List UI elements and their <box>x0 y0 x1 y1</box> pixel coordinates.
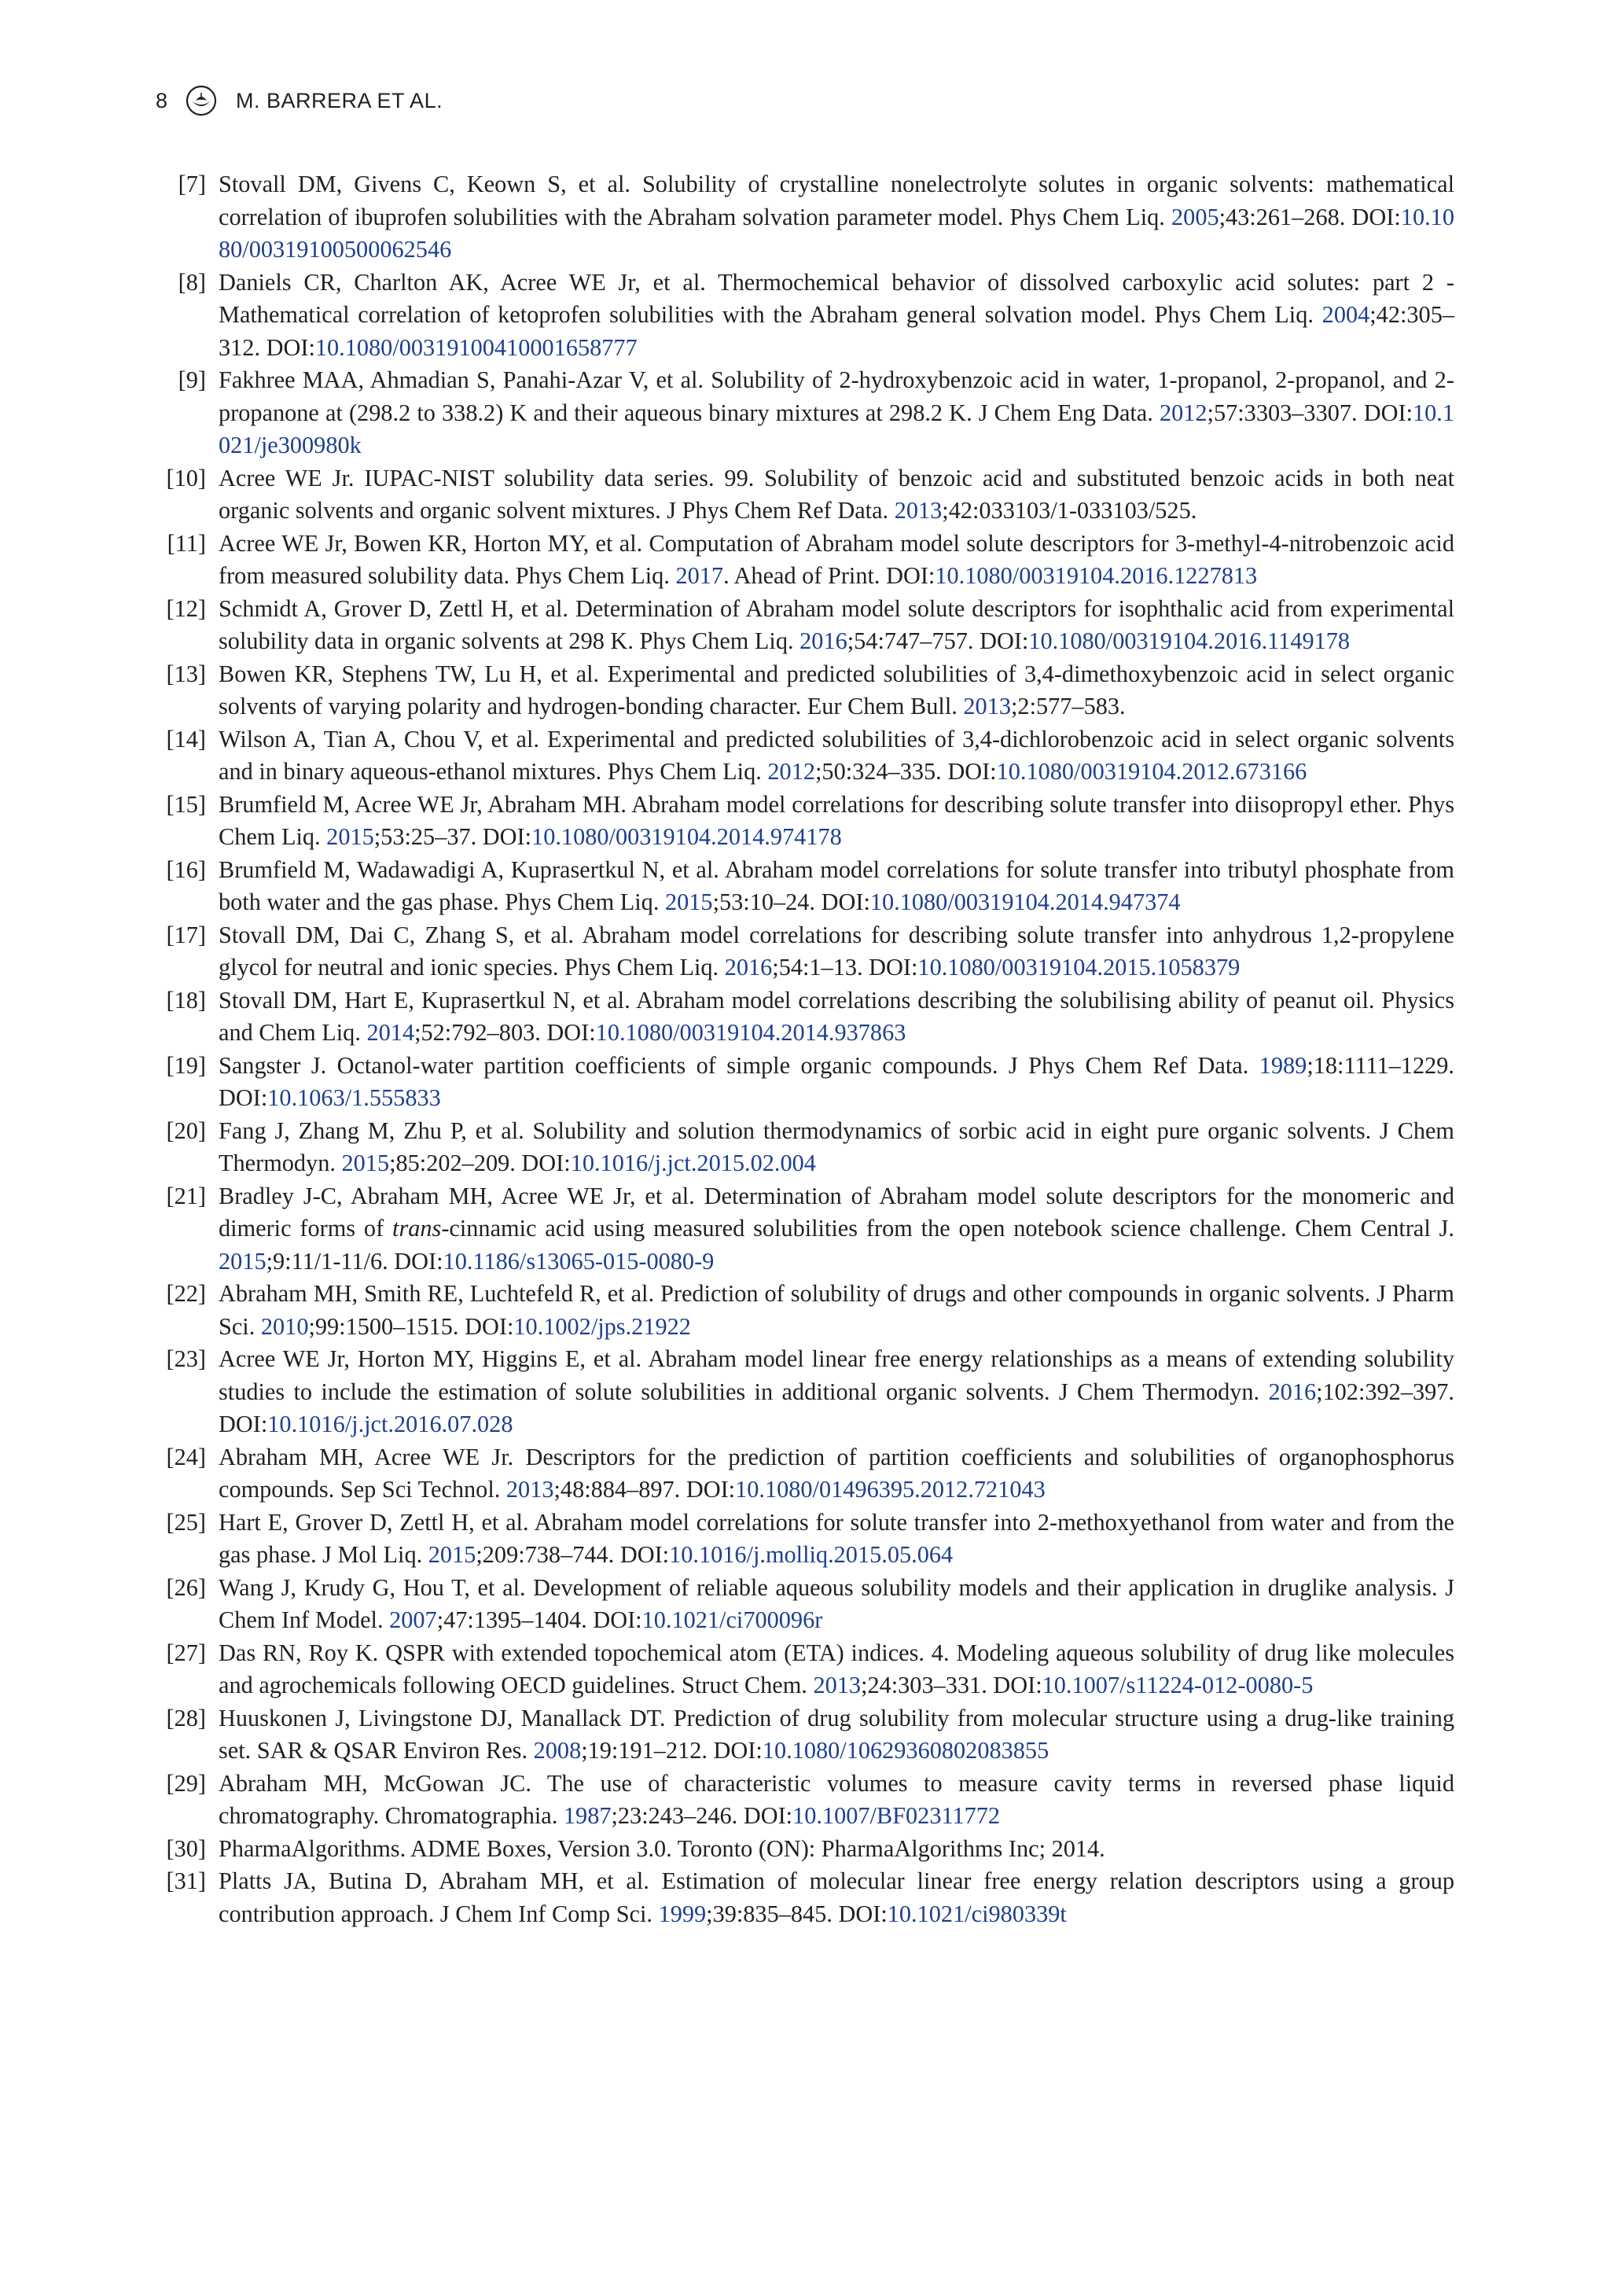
reference-year-link[interactable]: 2015 <box>428 1541 476 1568</box>
reference-volume-pages: ;209:738–744. <box>476 1541 620 1568</box>
reference-year-link[interactable]: 2016 <box>799 627 847 654</box>
reference-citation: Abraham MH, Smith RE, Luchtefeld R, et al. Prediction of solubility of drugs and other compounds in organic solvents. J Pharm Sci. <box>219 1280 1454 1340</box>
doi-label: DOI: <box>521 1150 571 1176</box>
reference-item <box>156 1637 1454 1702</box>
reference-number: [16] <box>166 855 206 883</box>
reference-text <box>219 1768 1454 1833</box>
reference-citation: Hart E, Grover D, Zettl H, et al. Abraham model correlations for solute transfer into 2-methoxyethanol from water and from the gas phase. J Mol Liq. <box>219 1508 1454 1568</box>
reference-year-link[interactable]: 2008 <box>533 1737 582 1764</box>
doi-label: DOI: <box>980 627 1029 654</box>
reference-year-link[interactable]: 2012 <box>1159 399 1208 426</box>
reference-text <box>219 1572 1454 1637</box>
reference-item <box>156 528 1454 593</box>
doi-link[interactable]: 10.1080/00319104.2014.937863 <box>595 1019 906 1046</box>
reference-citation: Stovall DM, Hart E, Kuprasertkul N, et al. Abraham model correlations describing the solubilising ability of peanut oil. Physics and Chem Liq. <box>219 986 1454 1046</box>
reference-citation: Bradley J-C, Abraham MH, Acree WE Jr, et al. Determination of Abraham model solute descriptors for the monomeric and dimeric forms of <box>219 1182 1454 1242</box>
reference-year-link[interactable]: 1989 <box>1259 1051 1307 1079</box>
reference-item <box>156 1572 1454 1637</box>
reference-text <box>219 462 1454 528</box>
reference-volume-pages: ;53:10–24. <box>712 889 822 915</box>
doi-link[interactable]: 10.1080/00319100410001658777 <box>314 333 638 361</box>
doi-link[interactable]: 10.1080/00319104.2014.974178 <box>531 823 842 850</box>
reference-number: [10] <box>166 464 206 491</box>
reference-number: [23] <box>166 1345 206 1372</box>
reference-text <box>219 723 1454 789</box>
reference-volume-pages: ;2:577–583. <box>1011 693 1126 719</box>
doi-label: DOI: <box>886 562 935 589</box>
reference-number: [31] <box>166 1867 206 1894</box>
reference-text <box>219 168 1454 267</box>
reference-volume-pages: ;42:033103/1-033103/525. <box>942 497 1197 524</box>
reference-year-link[interactable]: 2014 <box>366 1019 415 1046</box>
reference-number: [9] <box>178 366 206 393</box>
reference-item <box>156 1050 1454 1115</box>
doi-link[interactable]: 10.1080/10629360802083855 <box>762 1737 1049 1764</box>
reference-citation: Wang J, Krudy G, Hou T, et al. Development of reliable aqueous solubility models and their application in druglike analysis. J Chem Inf Model. <box>219 1573 1454 1633</box>
reference-item <box>156 1507 1454 1572</box>
reference-volume-pages: ;53:25–37. <box>373 823 483 850</box>
doi-link[interactable]: 10.1016/j.jct.2015.02.004 <box>570 1150 816 1176</box>
doi-label: DOI: <box>869 954 918 981</box>
reference-volume-pages: ;52:792–803. <box>414 1019 547 1046</box>
reference-year-link[interactable]: 2015 <box>326 823 374 850</box>
doi-label: DOI: <box>593 1606 642 1633</box>
reference-volume-pages: ;19:191–212. <box>581 1737 714 1764</box>
reference-citation: Wilson A, Tian A, Chou V, et al. Experimental and predicted solubilities of 3,4-dichlorobenzoic acid in select organic solvents and in binary aqueous-ethanol mixtures. Phys Chem Liq. <box>219 725 1454 785</box>
reference-number: [17] <box>166 921 206 948</box>
reference-volume-pages: ;23:243–246. <box>611 1802 744 1829</box>
reference-text <box>219 1702 1454 1768</box>
reference-citation: Fang J, Zhang M, Zhu P, et al. Solubility and solution thermodynamics of sorbic acid in eight pure organic solvents. J Chem Thermodyn. <box>219 1117 1454 1176</box>
reference-text <box>219 984 1454 1050</box>
reference-item <box>156 984 1454 1050</box>
reference-number: [19] <box>166 1051 206 1079</box>
doi-link[interactable]: 10.1016/j.jct.2016.07.028 <box>267 1411 513 1437</box>
doi-link[interactable]: 10.1080/00319104.2014.947374 <box>869 889 1181 915</box>
page-number: 8 <box>156 88 168 112</box>
reference-year-link[interactable]: 2015 <box>219 1247 266 1275</box>
doi-label: DOI: <box>821 889 870 915</box>
reference-item <box>156 723 1454 789</box>
reference-text <box>219 1865 1454 1930</box>
reference-year-link[interactable]: 2013 <box>963 693 1011 719</box>
reference-citation: Abraham MH, Acree WE Jr. Descriptors for the prediction of partition coefficients and solubilities of organophosphorus compounds. Sep Sci Technol. <box>219 1443 1454 1503</box>
reference-number: [24] <box>166 1443 206 1470</box>
reference-item <box>156 267 1454 365</box>
reference-volume-pages: ;48:884–897. <box>553 1476 686 1503</box>
reference-citation: Acree WE Jr, Horton MY, Higgins E, et al. Abraham model linear free energy relationships as a means of extending solubility studies to include the estimation of solute solubilities in additional organic solvents. J Chem Thermodyn. <box>219 1345 1454 1405</box>
reference-year-link[interactable]: 2010 <box>260 1312 309 1340</box>
reference-citation: Bowen KR, Stephens TW, Lu H, et al. Experimental and predicted solubilities of 3,4-dimethoxybenzoic acid in select organic solvents of varying polarity and hydrogen-bonding character. Eur Chem Bull. <box>219 660 1454 719</box>
reference-volume-pages: ;54:1–13. <box>772 954 869 981</box>
reference-text <box>219 1833 1454 1866</box>
doi-label: DOI: <box>686 1476 736 1503</box>
reference-italic-term: trans <box>392 1215 442 1242</box>
reference-citation: Stovall DM, Givens C, Keown S, et al. Solubility of crystalline nonelectrolyte solutes in organic solvents: mathematical correlation of ibuprofen solubilities with the Abraham solvation parameter model. Phys Chem Liq. <box>219 171 1454 230</box>
reference-text <box>219 658 1454 723</box>
reference-item <box>156 854 1454 919</box>
reference-citation: Daniels CR, Charlton AK, Acree WE Jr, et al. Thermochemical behavior of dissolved carboxylic acid solutes: part 2 - Mathematical correlation of ketoprofen solubilities with the Abraham general solvation model. Phys Chem Liq. <box>219 268 1454 328</box>
reference-volume-pages: ;42:305–312. <box>219 301 1454 361</box>
reference-year-link[interactable]: 2005 <box>1171 203 1219 230</box>
reference-volume-pages: ;50:324–335. <box>815 758 948 785</box>
reference-text <box>219 528 1454 593</box>
reference-year-link[interactable]: 2013 <box>894 497 943 524</box>
doi-label: DOI: <box>266 333 315 361</box>
doi-label: DOI: <box>1351 203 1401 230</box>
reference-citation: Brumfield M, Wadawadigi A, Kuprasertkul N, et al. Abraham model correlations for solute transfer into tributyl phosphate from both water and the gas phase. Phys Chem Liq. <box>219 855 1454 915</box>
doi-label: DOI: <box>947 758 997 785</box>
reference-item <box>156 919 1454 984</box>
doi-label: DOI: <box>1363 399 1413 426</box>
reference-volume-pages: ;85:202–209. <box>389 1150 522 1176</box>
reference-text <box>219 789 1454 854</box>
reference-item <box>156 789 1454 854</box>
reference-volume-pages: ;18:1111–1229. <box>1307 1051 1454 1079</box>
reference-year-link[interactable]: 2012 <box>767 758 815 785</box>
reference-volume-pages: ;99:1500–1515. <box>308 1312 465 1340</box>
reference-citation: Huuskonen J, Livingstone DJ, Manallack DT. Prediction of drug solubility from molecular structure using a drug-like training set. SAR & QSAR Environ Res. <box>219 1704 1454 1764</box>
reference-number: [7] <box>178 171 206 197</box>
reference-year-link[interactable]: 2004 <box>1321 301 1370 328</box>
reference-text <box>219 919 1454 984</box>
doi-label: DOI: <box>713 1737 763 1764</box>
reference-text <box>219 1637 1454 1702</box>
reference-volume-pages: ;43:261–268. <box>1219 203 1352 230</box>
journal-logo-icon <box>186 85 217 116</box>
running-header <box>156 85 443 116</box>
doi-link[interactable]: 10.1021/ci700096r <box>641 1606 823 1633</box>
reference-citation: Abraham MH, McGowan JC. The use of characteristic volumes to measure cavity terms in reversed phase liquid chromatography. Chromatographia. <box>219 1769 1454 1829</box>
reference-citation: Schmidt A, Grover D, Zettl H, et al. Determination of Abraham model solute descriptors for isophthalic acid from experimental solubility data in organic solvents at 298 K. Phys Chem Liq. <box>219 594 1454 654</box>
reference-item <box>156 1702 1454 1768</box>
reference-number: [13] <box>166 660 206 687</box>
doi-label: DOI: <box>465 1312 514 1340</box>
doi-link[interactable]: 10.1080/00319104.2012.673166 <box>996 758 1307 785</box>
doi-link[interactable]: 10.1080/00319104.2015.1058379 <box>917 954 1241 981</box>
doi-link[interactable]: 10.1080/00319100500062546 <box>219 203 1454 263</box>
reference-volume-pages: ;39:835–845. <box>706 1900 839 1927</box>
doi-link[interactable]: 10.1007/BF02311772 <box>792 1802 1001 1829</box>
reference-number: [8] <box>178 268 206 296</box>
reference-volume-pages: ;47:1395–1404. <box>436 1606 594 1633</box>
doi-label: DOI: <box>394 1247 443 1275</box>
reference-item <box>156 1865 1454 1930</box>
reference-list <box>156 168 1454 1930</box>
reference-item <box>156 1768 1454 1833</box>
doi-label: DOI: <box>619 1541 670 1568</box>
reference-text <box>219 1507 1454 1572</box>
reference-text <box>219 1278 1454 1343</box>
reference-year-link[interactable]: 2017 <box>675 562 724 589</box>
reference-text <box>219 1180 1454 1279</box>
doi-label: DOI: <box>219 1411 268 1437</box>
reference-item <box>156 1180 1454 1279</box>
reference-number: [20] <box>166 1117 206 1144</box>
reference-volume-pages: ;24:303–331. <box>861 1672 994 1698</box>
doi-link[interactable]: 10.1186/s13065-015-0080-9 <box>443 1247 715 1275</box>
reference-item <box>156 1115 1454 1180</box>
reference-year-link[interactable]: 2016 <box>1268 1378 1317 1405</box>
reference-text <box>219 854 1454 919</box>
reference-number: [11] <box>167 529 206 557</box>
doi-label: DOI: <box>482 823 532 850</box>
doi-label: DOI: <box>743 1802 793 1829</box>
reference-year-link[interactable]: 1999 <box>658 1900 707 1927</box>
reference-year-link[interactable]: 2013 <box>505 1476 554 1503</box>
reference-item <box>156 1833 1454 1866</box>
reference-item <box>156 1441 1454 1507</box>
reference-volume-pages: ;102:392–397. <box>1316 1378 1454 1405</box>
doi-link[interactable]: 10.1021/je300980k <box>219 399 1455 458</box>
reference-number: [29] <box>166 1769 206 1797</box>
reference-item <box>156 364 1454 462</box>
doi-link[interactable]: 10.1063/1.555833 <box>267 1084 441 1111</box>
doi-link[interactable]: 10.1007/s11224-012-0080-5 <box>1042 1672 1314 1698</box>
reference-item <box>156 168 1454 267</box>
reference-citation: Acree WE Jr. IUPAC-NIST solubility data series. 99. Solubility of benzoic acid and substituted benzoic acids in both neat organic solvents and organic solvent mixtures. J Phys Chem Ref Data. <box>219 464 1454 524</box>
reference-number: [21] <box>166 1182 206 1209</box>
reference-item <box>156 462 1454 528</box>
reference-number: [30] <box>166 1834 206 1862</box>
reference-text <box>219 1441 1454 1507</box>
reference-text <box>219 1050 1454 1115</box>
reference-text <box>219 593 1454 658</box>
reference-citation: Sangster J. Octanol-water partition coefficients of simple organic compounds. J Phys Chem Ref Data. <box>219 1051 1259 1079</box>
reference-text <box>219 267 1454 365</box>
reference-text <box>219 1115 1454 1180</box>
reference-item <box>156 593 1454 658</box>
reference-number: [26] <box>166 1573 206 1601</box>
reference-volume-pages: ;9:11/1-11/6. <box>266 1247 395 1275</box>
reference-number: [14] <box>166 725 206 752</box>
reference-citation: Das RN, Roy K. QSPR with extended topochemical atom (ETA) indices. 4. Modeling aqueous solubility of drug like molecules and agrochemicals following OECD guidelines. Struct Chem. <box>219 1639 1454 1698</box>
doi-link[interactable]: 10.1080/00319104.2016.1149178 <box>1028 627 1351 654</box>
reference-year-link[interactable]: 2015 <box>341 1150 390 1176</box>
doi-link[interactable]: 10.1080/01496395.2012.721043 <box>735 1476 1046 1503</box>
reference-number: [15] <box>166 790 206 818</box>
doi-link[interactable]: 10.1002/jps.21922 <box>513 1312 691 1340</box>
reference-item <box>156 1278 1454 1343</box>
reference-citation: Fakhree MAA, Ahmadian S, Panahi-Azar V, et al. Solubility of 2-hydroxybenzoic acid in water, 1-propanol, 2-propanol, and 2-propanone at (298.2 to 338.2) K and their aqueous binary mixtures at 298.2 K. J Chem Eng Data. <box>219 366 1454 426</box>
reference-year-link[interactable]: 2007 <box>389 1606 437 1633</box>
reference-number: [28] <box>166 1704 206 1731</box>
reference-number: [12] <box>166 594 206 622</box>
reference-citation: Platts JA, Butina D, Abraham MH, et al. Estimation of molecular linear free energy relation descriptors using a group contribution approach. J Chem Inf Comp Sci. <box>219 1867 1454 1927</box>
doi-link[interactable]: 10.1016/j.molliq.2015.05.064 <box>669 1541 954 1568</box>
reference-citation: Acree WE Jr, Bowen KR, Horton MY, et al. Computation of Abraham model solute descriptors for 3-methyl-4-nitrobenzoic acid from measured solubility data. Phys Chem Liq. <box>219 529 1454 589</box>
running-head: M. BARRERA ET AL. <box>236 88 443 112</box>
reference-citation: Brumfield M, Acree WE Jr, Abraham MH. Abraham model correlations for describing solute transfer into diisopropyl ether. Phys Chem Liq. <box>219 790 1454 850</box>
reference-text <box>219 364 1454 462</box>
doi-label: DOI: <box>993 1672 1042 1698</box>
reference-volume-pages: . Ahead of Print. <box>723 562 887 589</box>
reference-year-link[interactable]: 2013 <box>813 1672 862 1698</box>
reference-year-link[interactable]: 2016 <box>724 954 773 981</box>
doi-link[interactable]: 10.1080/00319104.2016.1227813 <box>935 562 1258 589</box>
doi-label: DOI: <box>838 1900 888 1927</box>
reference-year-link[interactable]: 2015 <box>664 889 713 915</box>
reference-number: [27] <box>166 1639 206 1666</box>
reference-year-link[interactable]: 1987 <box>563 1802 612 1829</box>
doi-link[interactable]: 10.1021/ci980339t <box>887 1900 1067 1927</box>
reference-citation-cont: -cinnamic acid using measured solubilities from the open notebook science challenge. Chem Central J. <box>441 1215 1454 1242</box>
reference-text <box>219 1343 1454 1441</box>
reference-citation: PharmaAlgorithms. ADME Boxes, Version 3.0. Toronto (ON): PharmaAlgorithms Inc; 2014. <box>219 1834 1105 1862</box>
doi-label: DOI: <box>219 1084 268 1111</box>
reference-volume-pages: ;57:3303–3307. <box>1207 399 1364 426</box>
doi-label: DOI: <box>546 1019 596 1046</box>
reference-item <box>156 658 1454 723</box>
reference-citation: Stovall DM, Dai C, Zhang S, et al. Abraham model correlations for describing solute transfer into anhydrous 1,2-propylene glycol for neutral and ionic species. Phys Chem Liq. <box>219 921 1454 981</box>
reference-number: [18] <box>166 986 206 1014</box>
reference-volume-pages: ;54:747–757. <box>847 627 980 654</box>
reference-number: [22] <box>166 1280 206 1307</box>
reference-item <box>156 1343 1454 1441</box>
reference-number: [25] <box>166 1508 206 1536</box>
